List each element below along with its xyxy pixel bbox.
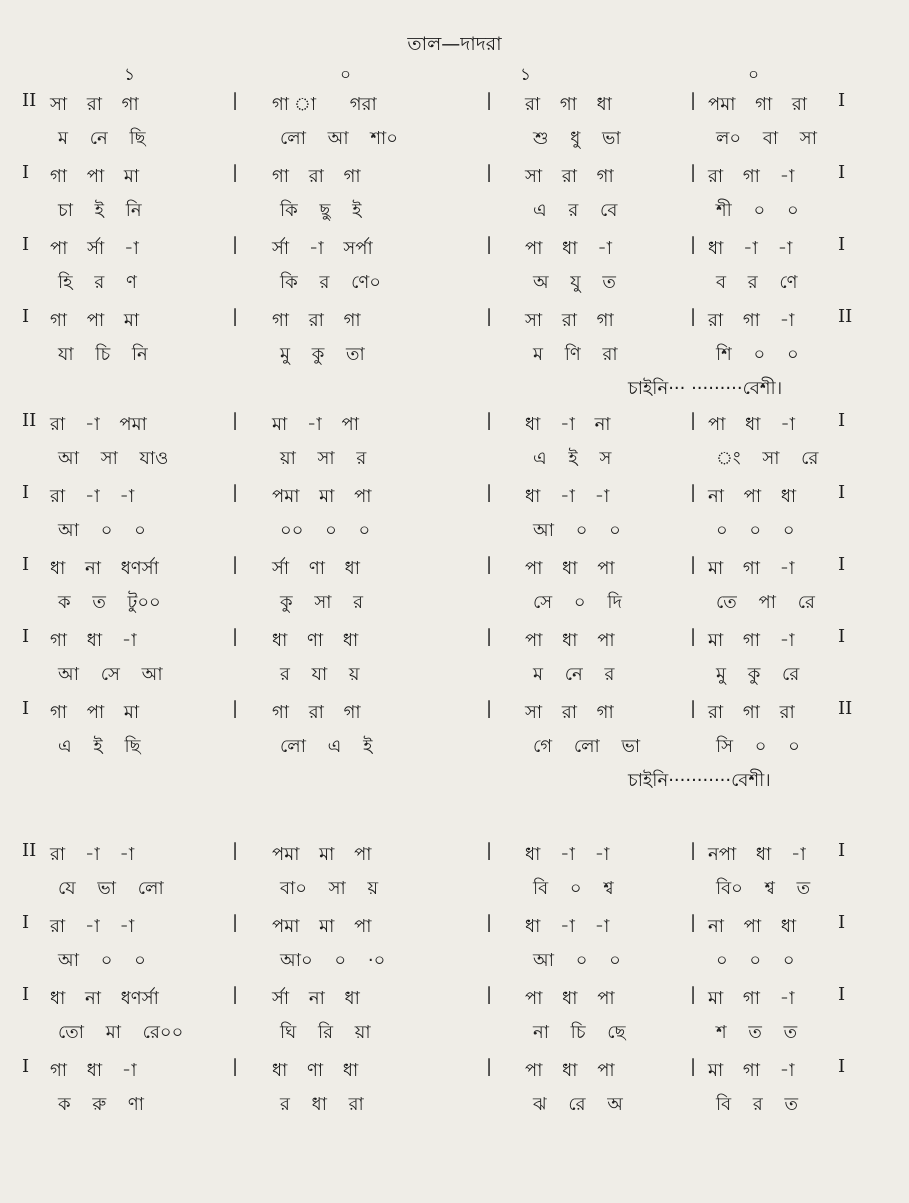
lyric-group: র ধা রা bbox=[280, 1094, 364, 1115]
note-group: ধা -া -া bbox=[525, 916, 610, 937]
start-barline: II bbox=[22, 840, 37, 861]
start-barline: I bbox=[22, 554, 30, 575]
vibhag-divider: | bbox=[690, 410, 697, 431]
note-group: রা -া -া bbox=[50, 844, 135, 865]
vibhag-divider: | bbox=[690, 482, 697, 503]
start-barline: I bbox=[22, 912, 30, 933]
end-barline: II bbox=[838, 306, 853, 327]
end-barline: I bbox=[838, 1056, 846, 1077]
lyric-group: কি ছু ই bbox=[280, 200, 362, 221]
end-barline: I bbox=[838, 482, 846, 503]
note-group: পা ধা পা bbox=[525, 988, 615, 1009]
note-group: রা -া -া bbox=[50, 916, 135, 937]
note-group: পমা মা পা bbox=[272, 844, 372, 865]
lyric-group: র যা য় bbox=[280, 664, 360, 685]
note-group: পা ধা পা bbox=[525, 630, 615, 651]
lyric-group: আ ০ ০ bbox=[533, 520, 621, 541]
vibhag-divider: | bbox=[690, 840, 697, 861]
lyric-group: ম নে র bbox=[533, 664, 615, 685]
vibhag-divider: | bbox=[232, 410, 239, 431]
notes-line bbox=[0, 306, 909, 340]
lyric-group: কু সা র bbox=[280, 592, 364, 613]
lyric-group: আ সা যাও bbox=[58, 448, 169, 469]
note-group: রা -া -া bbox=[50, 486, 135, 507]
note-group: ধা না ধণর্সা bbox=[50, 558, 159, 579]
lyric-group: য়া সা র bbox=[280, 448, 367, 469]
note-group: সা রা গা bbox=[525, 310, 614, 331]
vibhag-divider: | bbox=[690, 698, 697, 719]
lyric-group: শি ০ ০ bbox=[716, 344, 799, 365]
note-group: রা গা -া bbox=[708, 310, 795, 331]
lyric-group: ০ ০ ০ bbox=[716, 950, 795, 971]
notes-line bbox=[0, 90, 909, 124]
vibhag-divider: | bbox=[486, 840, 493, 861]
vibhag-divider: | bbox=[486, 984, 493, 1005]
note-group: ধা -া না bbox=[525, 414, 611, 435]
note-group: ধা ণা ধা bbox=[272, 630, 359, 651]
lyric-group: লো এ ই bbox=[280, 736, 373, 757]
vibhag-divider: | bbox=[232, 482, 239, 503]
end-barline: II bbox=[838, 698, 853, 719]
lyric-group: ০০ ০ ০ bbox=[280, 520, 371, 541]
vibhag-divider: | bbox=[690, 1056, 697, 1077]
vibhag-divider: | bbox=[486, 162, 493, 183]
start-barline: II bbox=[22, 410, 37, 431]
notes-line bbox=[0, 840, 909, 874]
note-group: ধা না ধণর্সা bbox=[50, 988, 159, 1009]
note-group: মা গা -া bbox=[708, 558, 795, 579]
vibhag-divider: | bbox=[690, 234, 697, 255]
vibhag-divider: | bbox=[690, 912, 697, 933]
lyrics-line bbox=[0, 732, 909, 766]
vibhag-divider: | bbox=[486, 234, 493, 255]
lyric-group: গে লো ভা bbox=[533, 736, 641, 757]
vibhag-divider: | bbox=[486, 306, 493, 327]
note-group: পা ধা -া bbox=[708, 414, 796, 435]
note-group: মা গা -া bbox=[708, 988, 795, 1009]
lyric-group: বি ০ শ্ব bbox=[533, 878, 614, 899]
vibhag-divider: | bbox=[232, 698, 239, 719]
start-barline: I bbox=[22, 234, 30, 255]
end-barline: I bbox=[838, 912, 846, 933]
lyrics-line bbox=[0, 1090, 909, 1124]
lyrics-line bbox=[0, 874, 909, 908]
lyric-group: ক রু ণা bbox=[58, 1094, 144, 1115]
lyric-group: যে ভা লো bbox=[58, 878, 164, 899]
lyric-group: আ০ ০ ·০ bbox=[280, 950, 386, 971]
note-group: পমা মা পা bbox=[272, 916, 372, 937]
tala-mark-3: ১ bbox=[520, 65, 532, 85]
start-barline: I bbox=[22, 306, 30, 327]
vibhag-divider: | bbox=[486, 1056, 493, 1077]
lyric-group: তে পা রে bbox=[716, 592, 815, 613]
end-barline: I bbox=[838, 554, 846, 575]
start-barline: I bbox=[22, 698, 30, 719]
note-group: পা ধা -া bbox=[525, 238, 613, 259]
note-group: পমা মা পা bbox=[272, 486, 372, 507]
vibhag-divider: | bbox=[486, 482, 493, 503]
start-barline: I bbox=[22, 984, 30, 1005]
lyrics-line bbox=[0, 124, 909, 158]
start-barline: I bbox=[22, 626, 30, 647]
lyrics-line bbox=[0, 340, 909, 374]
vibhag-divider: | bbox=[690, 306, 697, 327]
note-group: গা রা গা bbox=[272, 310, 361, 331]
notes-line bbox=[0, 698, 909, 732]
vibhag-divider: | bbox=[690, 626, 697, 647]
note-group: মা গা -া bbox=[708, 1060, 795, 1081]
lyrics-line bbox=[0, 196, 909, 230]
end-barline: I bbox=[838, 234, 846, 255]
lyric-group: ব র ণে bbox=[716, 272, 798, 293]
note-group: রা গা -া bbox=[708, 166, 795, 187]
lyric-group: ঝ রে অ bbox=[533, 1094, 623, 1115]
vibhag-divider: | bbox=[232, 234, 239, 255]
note-group: গা রা গা bbox=[272, 166, 361, 187]
notes-line bbox=[0, 626, 909, 660]
vibhag-divider: | bbox=[690, 162, 697, 183]
notes-line bbox=[0, 1056, 909, 1090]
vibhag-divider: | bbox=[232, 554, 239, 575]
notes-line bbox=[0, 554, 909, 588]
vibhag-divider: | bbox=[690, 554, 697, 575]
lyric-group: বি০ শ্ব ত bbox=[716, 878, 811, 899]
lyric-group: শু ধু ভা bbox=[533, 128, 621, 149]
start-barline: II bbox=[22, 90, 37, 111]
lyric-group: আ সে আ bbox=[58, 664, 163, 685]
lyrics-line bbox=[0, 516, 909, 550]
end-barline: I bbox=[838, 410, 846, 431]
tala-mark-4: ০ bbox=[748, 65, 760, 85]
lyric-group: আ ০ ০ bbox=[58, 520, 146, 541]
lyric-group: ক ত টু০০ bbox=[58, 592, 161, 613]
end-barline: I bbox=[838, 90, 846, 111]
lyric-group: ল০ বা সা bbox=[716, 128, 817, 149]
vibhag-divider: | bbox=[232, 1056, 239, 1077]
lyric-group: ম নে ছি bbox=[58, 128, 146, 149]
note-group: র্সা না ধা bbox=[272, 988, 360, 1009]
lyric-group: ম ণি রা bbox=[533, 344, 618, 365]
note-group: গা রা গা bbox=[272, 702, 361, 723]
vibhag-divider: | bbox=[232, 90, 239, 111]
note-group: না পা ধা bbox=[708, 486, 797, 507]
end-barline: I bbox=[838, 840, 846, 861]
vibhag-divider: | bbox=[690, 90, 697, 111]
lyrics-line bbox=[0, 268, 909, 302]
note-group: মা গা -া bbox=[708, 630, 795, 651]
vibhag-divider: | bbox=[232, 912, 239, 933]
note-group: গা ধা -া bbox=[50, 630, 137, 651]
lyric-group: মু কু তা bbox=[280, 344, 365, 365]
note-group: র্সা ণা ধা bbox=[272, 558, 360, 579]
vibhag-divider: | bbox=[232, 626, 239, 647]
lyric-group: বি র ত bbox=[716, 1094, 799, 1115]
notes-line bbox=[0, 482, 909, 516]
note-group: গা া গরা bbox=[272, 94, 377, 115]
lyrics-line bbox=[0, 444, 909, 478]
note-group: পমা গা রা bbox=[708, 94, 808, 115]
lyric-group: সি ০ ০ bbox=[716, 736, 800, 757]
note-group: না পা ধা bbox=[708, 916, 797, 937]
lyric-group: না চি ছে bbox=[533, 1022, 626, 1043]
lyric-group: ং সা রে bbox=[716, 448, 819, 469]
lyric-group: কি র ণে০ bbox=[280, 272, 381, 293]
vibhag-divider: | bbox=[486, 698, 493, 719]
vibhag-divider: | bbox=[486, 912, 493, 933]
lyric-group: ঘি রি য়া bbox=[280, 1022, 371, 1043]
lyrics-line bbox=[0, 588, 909, 622]
vibhag-divider: | bbox=[486, 626, 493, 647]
lyric-group: লো আ শা০ bbox=[280, 128, 398, 149]
start-barline: I bbox=[22, 1056, 30, 1077]
note-group: র্সা -া সর্পা bbox=[272, 238, 373, 259]
vibhag-divider: | bbox=[232, 840, 239, 861]
note-group: ধা -া -া bbox=[525, 844, 610, 865]
note-group: পা ধা পা bbox=[525, 1060, 615, 1081]
note-group: গা পা মা bbox=[50, 702, 140, 723]
lyric-group: চা ই নি bbox=[58, 200, 142, 221]
notes-line bbox=[0, 912, 909, 946]
note-group: গা ধা -া bbox=[50, 1060, 137, 1081]
lyric-group: এ র বে bbox=[533, 200, 618, 221]
note-group: পা ধা পা bbox=[525, 558, 615, 579]
lyrics-line bbox=[0, 660, 909, 694]
notes-line bbox=[0, 234, 909, 268]
lyric-group: অ যু ত bbox=[533, 272, 616, 293]
vibhag-divider: | bbox=[486, 90, 493, 111]
note-group: মা -া পা bbox=[272, 414, 359, 435]
note-group: সা রা গা bbox=[525, 166, 614, 187]
section-footer: চাইনি··· ·········বেশী। bbox=[628, 378, 783, 399]
lyric-group: শী ০ ০ bbox=[716, 200, 799, 221]
lyric-group: আ ০ ০ bbox=[533, 950, 621, 971]
lyric-group: মু কু রে bbox=[716, 664, 800, 685]
lyric-group: তো মা রে০০ bbox=[58, 1022, 184, 1043]
note-group: ধা ণা ধা bbox=[272, 1060, 359, 1081]
note-group: ধা -া -া bbox=[525, 486, 610, 507]
vibhag-divider: | bbox=[232, 984, 239, 1005]
note-group: সা রা গা bbox=[525, 702, 614, 723]
notes-line bbox=[0, 410, 909, 444]
note-group: গা পা মা bbox=[50, 310, 140, 331]
end-barline: I bbox=[838, 984, 846, 1005]
note-group: পা র্সা -া bbox=[50, 238, 139, 259]
note-group: রা গা ধা bbox=[525, 94, 612, 115]
lyrics-line bbox=[0, 946, 909, 980]
vibhag-divider: | bbox=[486, 410, 493, 431]
notes-line bbox=[0, 984, 909, 1018]
note-group: গা পা মা bbox=[50, 166, 140, 187]
lyric-group: এ ই ছি bbox=[58, 736, 141, 757]
start-barline: I bbox=[22, 162, 30, 183]
lyric-group: সে ০ দি bbox=[533, 592, 622, 613]
note-group: সা রা গা bbox=[50, 94, 139, 115]
lyrics-line bbox=[0, 1018, 909, 1052]
tala-title: তাল—দাদরা bbox=[407, 33, 502, 55]
lyric-group: এ ই স bbox=[533, 448, 612, 469]
lyric-group: আ ০ ০ bbox=[58, 950, 146, 971]
lyric-group: যা চি নি bbox=[58, 344, 148, 365]
start-barline: I bbox=[22, 482, 30, 503]
end-barline: I bbox=[838, 162, 846, 183]
vibhag-divider: | bbox=[486, 554, 493, 575]
lyric-group: ০ ০ ০ bbox=[716, 520, 795, 541]
vibhag-divider: | bbox=[232, 162, 239, 183]
note-group: ধা -া -া bbox=[708, 238, 793, 259]
note-group: রা গা রা bbox=[708, 702, 795, 723]
section-footer: চাইনি···········বেশী। bbox=[628, 770, 771, 791]
vibhag-divider: | bbox=[690, 984, 697, 1005]
notes-line bbox=[0, 162, 909, 196]
note-group: রা -া পমা bbox=[50, 414, 147, 435]
lyric-group: বা০ সা য় bbox=[280, 878, 379, 899]
note-group: নপা ধা -া bbox=[708, 844, 806, 865]
lyric-group: শ ত ত bbox=[716, 1022, 798, 1043]
end-barline: I bbox=[838, 626, 846, 647]
tala-mark-1: ১ bbox=[124, 65, 136, 85]
tala-mark-2: ০ bbox=[340, 65, 352, 85]
vibhag-divider: | bbox=[232, 306, 239, 327]
lyric-group: হি র ণ bbox=[58, 272, 137, 293]
